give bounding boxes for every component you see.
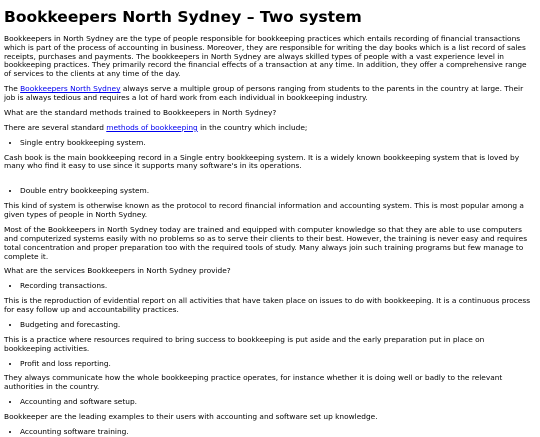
text-before-link: There are several standard: [4, 122, 107, 132]
list-software-setup: [4, 398, 532, 407]
list-item: • Double entry bookkeeping system.: [20, 187, 532, 196]
paragraph-cash-book: Cash book is the main bookkeeping record in a Single entry bookkeeping system. It is a widely known bookkeeping system that is loved by many who find it easy to use since it supports many software's in its operations.: [4, 152, 520, 171]
list-item: • Accounting software training.: [20, 428, 532, 437]
list-software-training: [4, 428, 532, 437]
list-single-entry: [4, 139, 532, 148]
text-after-link: always serve a multiple group of persons ranging from students to the parents in the country at large. Their job is always tedious and requires a lot of hard work from each individual in bookkeeping industry.: [4, 84, 524, 103]
intro-paragraph: Bookkeepers in North Sydney are the type of people responsible for bookkeeping practices which entails recording of financial transactions which is part of the process of accounting in business. Moreover, they are responsible for writing the day books which is a list record of sales receipts, purchases and payments. The bookkeepers in North Sydney are always skilled types of people with a vast experience level in bookkeeping practices. They primarily record the financial effects of a transaction at any time. In addition, they offer a comprehensive range of services to the clients at any time of the day.: [4, 33, 527, 79]
paragraph-software-setup: Bookkeeper are the leading examples to their users with accounting and software set up knowledge.: [4, 412, 378, 422]
list-item: • Accounting and software setup.: [20, 398, 532, 407]
page-title: Bookkeepers North Sydney – Two system: [4, 8, 362, 26]
methods-link[interactable]: methods of bookkeeping: [106, 122, 198, 132]
list-profit-loss: [4, 360, 532, 369]
list-item: • Budgeting and forecasting.: [20, 321, 532, 330]
paragraph-recording: This is the reproduction of evidential report on all activities that have taken place on issues to do with bookkeeping. It is a continuous process for easy follow up and accountability practices.: [4, 296, 531, 315]
list-item: • Recording transactions.: [20, 282, 532, 291]
list-recording: [4, 282, 532, 291]
text-after-link: in the country which include;: [197, 122, 308, 132]
question-services: What are the services Bookkeepers in North Sydney provide?: [4, 266, 231, 276]
paragraph-training: Most of the Bookkeepers in North Sydney today are trained and equipped with computer knowledge so that they are able to use computers and computerized systems easily with no problems so as to serve their clients to their best. However, the training is never easy and requires total concentration and proper preparation too with the required tools of study. Many always join such training programs but few manage to complete it.: [4, 224, 528, 261]
list-item: • Profit and loss reporting.: [20, 360, 532, 369]
bookkeepers-link[interactable]: Bookkeepers North Sydney: [20, 84, 121, 94]
list-double-entry: [4, 187, 532, 196]
paragraph-serve: [4, 85, 532, 103]
list-item: • Single entry bookkeeping system.: [20, 139, 532, 148]
paragraph-methods: [4, 124, 532, 133]
question-methods: What are the standard methods trained to Bookkeepers in North Sydney?: [4, 107, 277, 117]
list-budgeting: [4, 321, 532, 330]
paragraph-budgeting: This is a practice where resources required to bring success to bookkeeping is put aside and the early preparation put in place on bookkeeping activities.: [4, 334, 485, 353]
text-before-link: The: [4, 84, 21, 94]
paragraph-profit-loss: They always communicate how the whole bookkeeping practice operates, for instance whether it is doing well or badly to the relevant authorities in the country.: [4, 373, 503, 392]
paragraph-protocol: This kind of system is otherwise known as the protocol to record financial information and accounting system. This is most popular among a given types of people in North Sydney.: [4, 201, 524, 220]
